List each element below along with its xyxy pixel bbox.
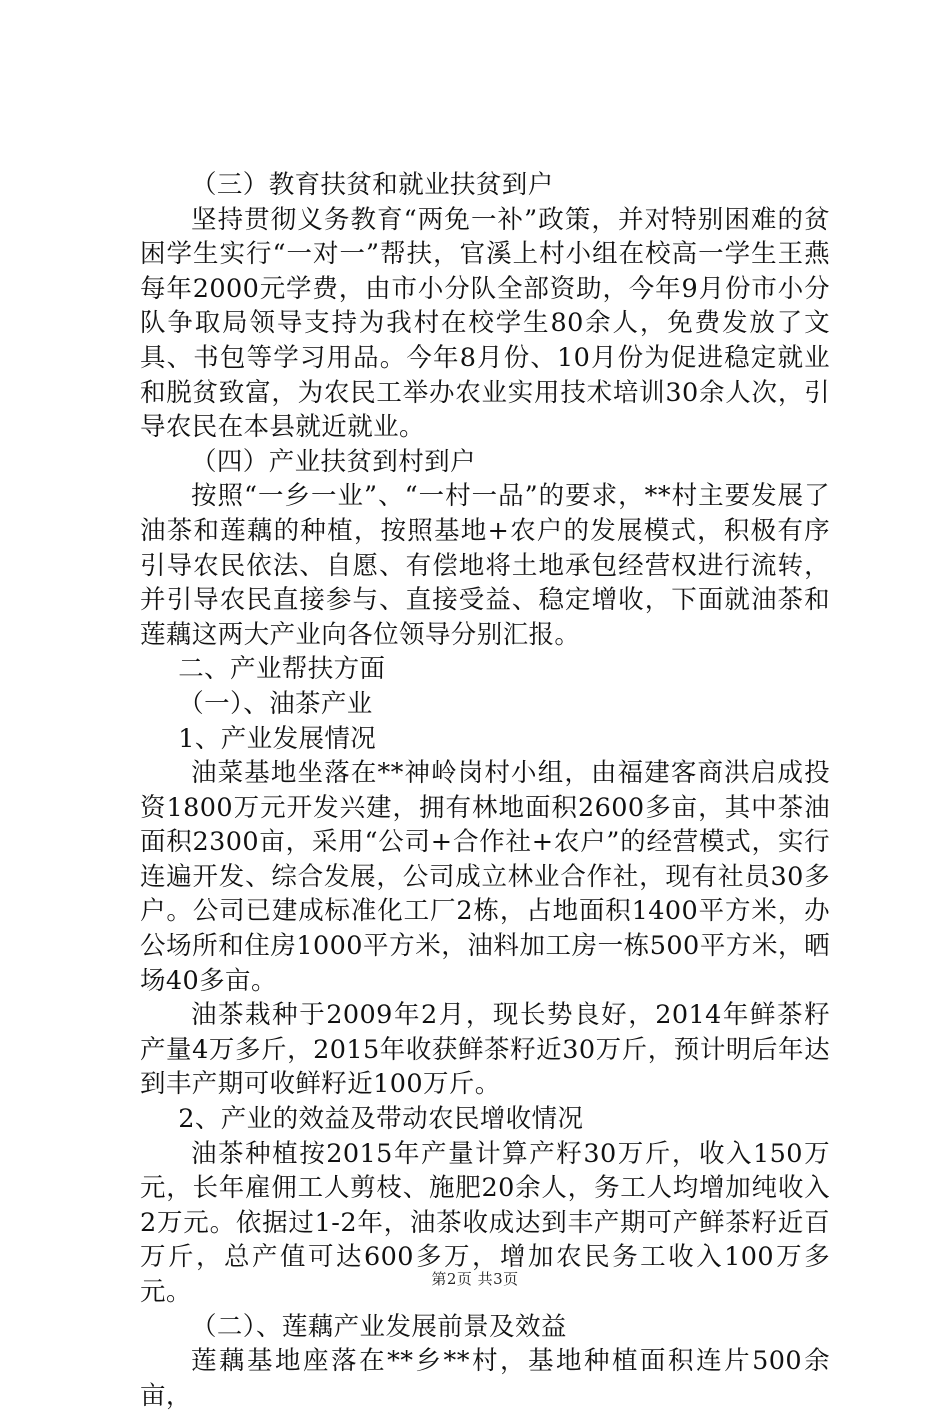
paragraph-planting: 油茶栽种于2009年2月，现长势良好，2014年鲜茶籽产量4万多斤，2015年收获鲜茶籽近30万斤，预计明后年达到丰产期可收鲜籽近100万斤。 [140, 1000, 830, 1100]
section-heading-education: （三）教育扶贫和就业扶贫到户 [191, 170, 554, 200]
document-body [140, 168, 830, 1413]
section-heading-development: 1、产业发展情况 [178, 723, 377, 754]
paragraph-benefit: 油茶种植按2015年产量计算产籽30万斤，收入150万元，长年雇佣工人剪枝、施肥20余人，务工人均增加纯收入2万元。依据过1-2年，油茶收成达到丰产期可产鲜茶籽近百万斤，总产值可达600多万，增加农民务工收入100万多元。 [140, 1138, 830, 1307]
section-heading-benefit: 2、产业的效益及带动农民增收情况 [178, 1104, 584, 1135]
section-heading-lotus: （二）、莲藕产业发展前景及效益 [191, 1311, 567, 1342]
page-footer: 第2页 共3页 [431, 1270, 519, 1288]
section-heading-oil-tea: （一）、油茶产业 [178, 688, 373, 719]
section-heading-industry: （四）产业扶贫到村到户 [191, 446, 476, 477]
paragraph-base: 油菜基地坐落在**神岭岗村小组，由福建客商洪启成投资1800万元开发兴建，拥有林地面积2600多亩，其中茶油面积2300亩，采用“公司+合作社+农户”的经营模式，实行连遍开发、综合发展，公司成立林业合作社，现有社员30多户。公司已建成标准化工厂2栋，占地面积1400平方米，办公场所和住房1000平方米，油料加工房一栋500平方米，晒场40多亩。 [140, 758, 830, 996]
paragraph-education: 坚持贯彻义务教育“两免一补”政策，并对特别困难的贫困学生实行“一对一”帮扶，官溪上村小组在校高一学生王燕每年2000元学费，由市小分队全部资助，今年9月份市小分队争取局领导支持为我村在校学生80余人，免费发放了文具、书包等学习用品。今年8月份、10月份为促进稳定就业和脱贫致富，为农民工举办农业实用技术培训30余人次，引导农民在本县就近就业。 [140, 204, 830, 443]
section-heading-support: 二、产业帮扶方面 [178, 654, 386, 685]
paragraph-lotus: 莲藕基地座落在**乡**村，基地种植面积连片500余亩， [140, 1346, 830, 1411]
paragraph-industry: 按照“一乡一业”、“一村一品”的要求，**村主要发展了油茶和莲藕的种植，按照基地+农户的发展模式，积极有序引导农民依法、自愿、有偿地将土地承包经营权进行流转，并引导农民直接参与、直接受益、稳定增收，下面就油茶和莲藕这两大产业向各位领导分别汇报。 [140, 481, 830, 650]
